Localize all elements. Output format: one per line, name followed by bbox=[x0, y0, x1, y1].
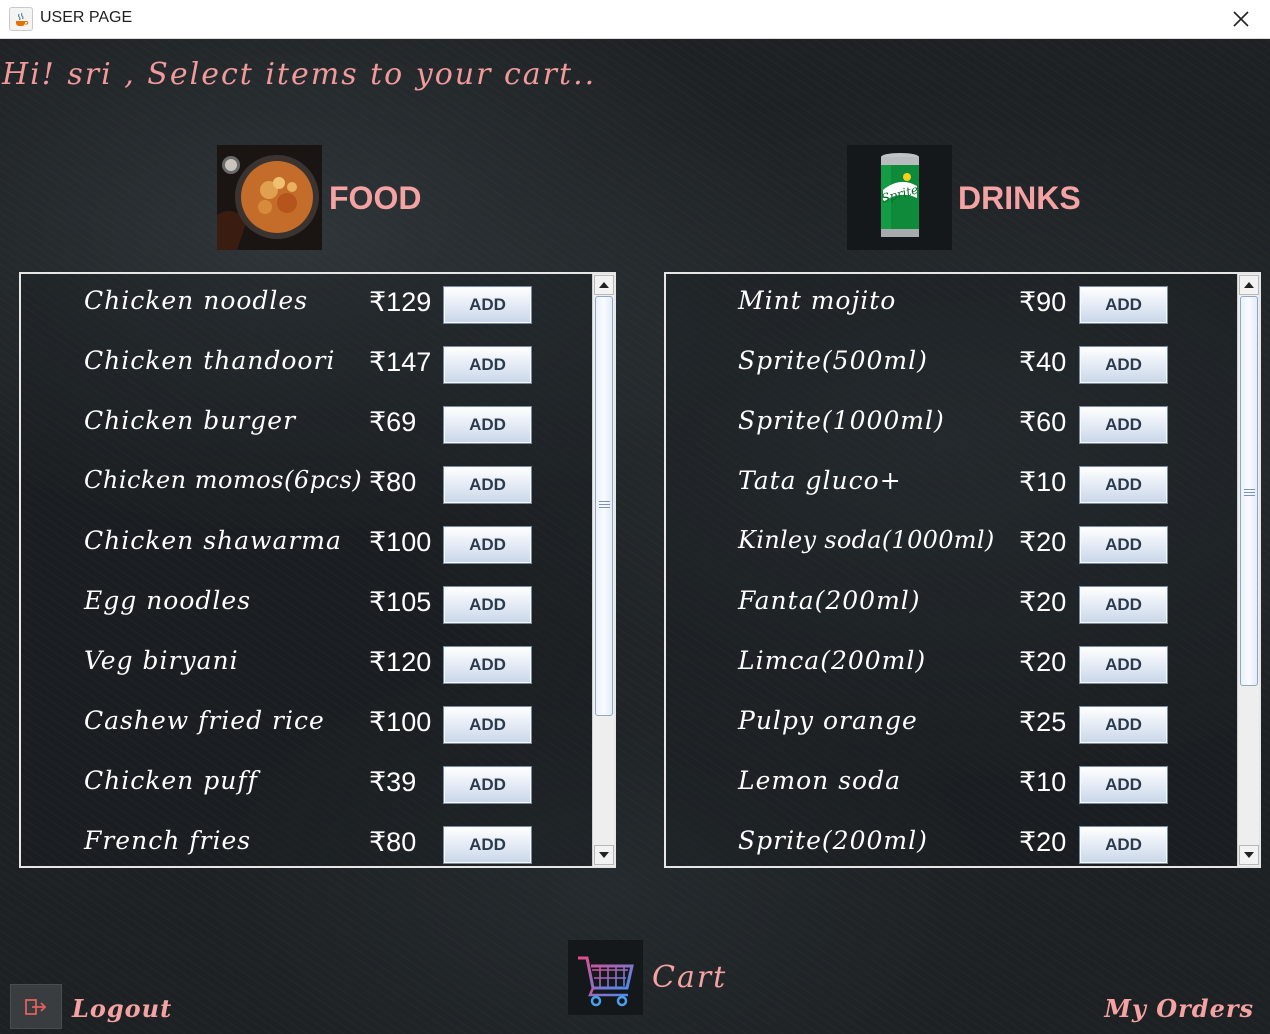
food-item-price: ₹80 bbox=[369, 467, 417, 497]
food-scrollbar[interactable] bbox=[592, 274, 614, 866]
close-button[interactable] bbox=[1224, 4, 1258, 34]
add-button-cashew-fried-rice[interactable]: ADD bbox=[443, 706, 532, 744]
drink-item-price: ₹20 bbox=[1019, 827, 1067, 857]
drink-item-price: ₹25 bbox=[1019, 707, 1067, 737]
food-item-price: ₹69 bbox=[369, 407, 417, 437]
add-button-sprite-500ml[interactable]: ADD bbox=[1079, 346, 1168, 384]
food-item-price: ₹100 bbox=[369, 527, 432, 557]
food-row-9 bbox=[21, 766, 581, 806]
add-button-chicken-noodles[interactable]: ADD bbox=[443, 286, 532, 324]
add-button-sprite-1000ml[interactable]: ADD bbox=[1079, 406, 1168, 444]
food-item-price: ₹100 bbox=[369, 707, 432, 737]
drink-row-7 bbox=[666, 646, 1226, 686]
drink-item-name: Sprite(200ml) bbox=[738, 826, 928, 855]
drink-item-price: ₹40 bbox=[1019, 347, 1067, 377]
drinks-title: DRINKS bbox=[958, 180, 1081, 216]
food-row-10 bbox=[21, 826, 581, 866]
scroll-thumb[interactable] bbox=[595, 296, 613, 716]
drink-row-8 bbox=[666, 706, 1226, 746]
food-item-price: ₹105 bbox=[369, 587, 432, 617]
drink-row-6 bbox=[666, 586, 1226, 626]
add-button-chicken-shawarma[interactable]: ADD bbox=[443, 526, 532, 564]
my-orders-link[interactable]: My Orders bbox=[1104, 994, 1254, 1023]
add-button-chicken-momos[interactable]: ADD bbox=[443, 466, 532, 504]
food-item-name: French fries bbox=[84, 826, 252, 855]
food-item-price: ₹120 bbox=[369, 647, 432, 677]
food-row-8 bbox=[21, 706, 581, 746]
food-item-price: ₹39 bbox=[369, 767, 417, 797]
scroll-down-button[interactable] bbox=[1239, 845, 1259, 865]
drink-item-price: ₹10 bbox=[1019, 467, 1067, 497]
food-item-name: Chicken thandoori bbox=[84, 346, 336, 375]
drink-item-name: Lemon soda bbox=[738, 766, 901, 795]
add-button-mint-mojito[interactable]: ADD bbox=[1079, 286, 1168, 324]
add-button-chicken-puff[interactable]: ADD bbox=[443, 766, 532, 804]
add-button-limca-200ml[interactable]: ADD bbox=[1079, 646, 1168, 684]
add-button-kinley-soda[interactable]: ADD bbox=[1079, 526, 1168, 564]
food-item-name: Cashew fried rice bbox=[84, 706, 325, 735]
food-row-3 bbox=[21, 406, 581, 446]
food-item-name: Veg biryani bbox=[84, 646, 239, 675]
drink-item-price: ₹20 bbox=[1019, 527, 1067, 557]
food-title: FOOD bbox=[329, 180, 422, 216]
cart-label[interactable]: Cart bbox=[652, 960, 728, 995]
add-button-veg-biryani[interactable]: ADD bbox=[443, 646, 532, 684]
drink-item-name: Sprite(1000ml) bbox=[738, 406, 945, 435]
food-row-1 bbox=[21, 286, 581, 326]
drink-row-3 bbox=[666, 406, 1226, 446]
main-content bbox=[0, 39, 1270, 1034]
svg-text:Sprite: Sprite bbox=[879, 182, 920, 206]
food-row-4 bbox=[21, 466, 581, 506]
arrow-down-icon bbox=[1244, 852, 1254, 858]
scroll-down-button[interactable] bbox=[594, 845, 614, 865]
drink-item-price: ₹90 bbox=[1019, 287, 1067, 317]
drink-row-10 bbox=[666, 826, 1226, 866]
close-icon bbox=[1232, 10, 1250, 28]
food-item-name: Chicken puff bbox=[84, 766, 258, 795]
food-item-price: ₹147 bbox=[369, 347, 432, 377]
drink-item-name: Kinley soda(1000ml) bbox=[738, 526, 995, 554]
scroll-up-button[interactable] bbox=[1239, 275, 1259, 295]
drink-row-4 bbox=[666, 466, 1226, 506]
add-button-fanta-200ml[interactable]: ADD bbox=[1079, 586, 1168, 624]
add-button-egg-noodles[interactable]: ADD bbox=[443, 586, 532, 624]
greeting-text: Hi! sri , Select items to your cart.. bbox=[2, 57, 597, 92]
food-item-name: Egg noodles bbox=[84, 586, 252, 615]
food-item-name: Chicken momos(6pcs) bbox=[84, 466, 363, 494]
food-list-panel[interactable] bbox=[19, 272, 616, 868]
drink-row-1 bbox=[666, 286, 1226, 326]
drink-item-name: Mint mojito bbox=[738, 286, 897, 315]
drink-row-5 bbox=[666, 526, 1226, 566]
scroll-thumb[interactable] bbox=[1240, 296, 1258, 686]
food-row-6 bbox=[21, 586, 581, 626]
drink-item-price: ₹20 bbox=[1019, 647, 1067, 677]
add-button-tata-gluco[interactable]: ADD bbox=[1079, 466, 1168, 504]
biryani-plate-image bbox=[217, 145, 322, 250]
add-button-chicken-thandoori[interactable]: ADD bbox=[443, 346, 532, 384]
add-button-chicken-burger[interactable]: ADD bbox=[443, 406, 532, 444]
logout-icon bbox=[24, 997, 48, 1017]
add-button-french-fries[interactable]: ADD bbox=[443, 826, 532, 864]
arrow-up-icon bbox=[599, 282, 609, 288]
food-item-price: ₹80 bbox=[369, 827, 417, 857]
drinks-list-panel[interactable] bbox=[664, 272, 1261, 868]
drink-item-price: ₹20 bbox=[1019, 587, 1067, 617]
drink-row-2 bbox=[666, 346, 1226, 386]
title-bar bbox=[0, 0, 1270, 39]
drink-item-name: Pulpy orange bbox=[738, 706, 918, 735]
drink-row-9 bbox=[666, 766, 1226, 806]
sprite-can-image bbox=[847, 145, 952, 250]
food-item-name: Chicken noodles bbox=[84, 286, 309, 315]
food-row-2 bbox=[21, 346, 581, 386]
food-row-7 bbox=[21, 646, 581, 686]
logout-icon-button[interactable] bbox=[10, 984, 62, 1029]
food-item-name: Chicken burger bbox=[84, 406, 297, 435]
food-item-name: Chicken shawarma bbox=[84, 526, 342, 555]
add-button-lemon-soda[interactable]: ADD bbox=[1079, 766, 1168, 804]
drink-item-name: Sprite(500ml) bbox=[738, 346, 928, 375]
drink-item-price: ₹10 bbox=[1019, 767, 1067, 797]
window-title: USER PAGE bbox=[40, 9, 133, 26]
scroll-up-button[interactable] bbox=[594, 275, 614, 295]
drinks-scrollbar[interactable] bbox=[1237, 274, 1259, 866]
logout-label[interactable]: Logout bbox=[72, 994, 173, 1023]
food-item-price: ₹129 bbox=[369, 287, 432, 317]
drink-item-price: ₹60 bbox=[1019, 407, 1067, 437]
drink-item-name: Limca(200ml) bbox=[738, 646, 927, 675]
drink-item-name: Fanta(200ml) bbox=[738, 586, 921, 615]
food-row-5 bbox=[21, 526, 581, 566]
shopping-cart-icon bbox=[568, 940, 643, 1015]
cart-icon-button[interactable] bbox=[568, 940, 643, 1015]
add-button-pulpy-orange[interactable]: ADD bbox=[1079, 706, 1168, 744]
arrow-down-icon bbox=[599, 852, 609, 858]
java-app-icon bbox=[9, 7, 33, 31]
add-button-sprite-200ml[interactable]: ADD bbox=[1079, 826, 1168, 864]
arrow-up-icon bbox=[1244, 282, 1254, 288]
drink-item-name: Tata gluco+ bbox=[738, 466, 902, 495]
